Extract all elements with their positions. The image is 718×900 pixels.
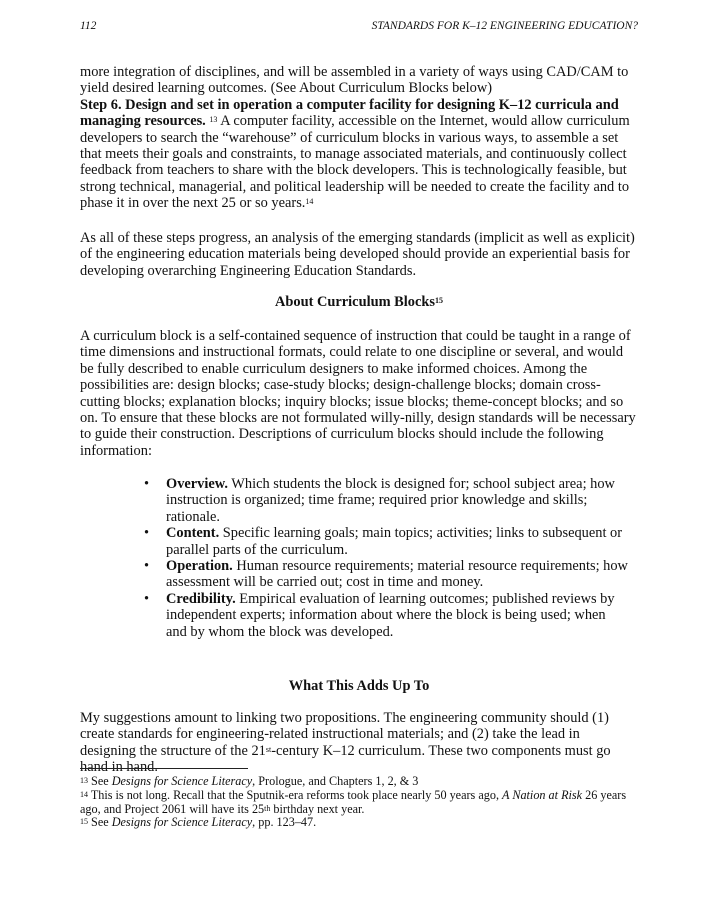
bullet-icon: •: [144, 525, 150, 542]
running-header: [80, 20, 638, 32]
about-blocks-heading: About Curriculum Blocks$^{15}$: [275, 294, 443, 310]
list-item-text: Empirical evaluation of learning outcomes; published reviews by independent experts; information about where the block is being used; when and by whom the block was developed.: [166, 590, 615, 640]
running-title: STANDARDS FOR K–12 ENGINEERING EDUCATION?: [371, 20, 638, 32]
progress-section: [80, 230, 638, 279]
adds-up-paragraph: My suggestions amount to linking two propositions. The engineering community should (1) create standards for engineering-related instructional materials; and (2) take the lead in designing the structure of the 21st-century K–12 curriculum. These two components must go hand in hand.: [80, 710, 611, 776]
list-item-term: Operation.: [166, 558, 233, 575]
footnote-number: 14: [80, 789, 88, 799]
intro-section: [80, 64, 638, 212]
step6-paragraph: [80, 97, 638, 212]
list-item-text: Which students the block is designed for; school subject area; how instruction is organized; time frame; required prior knowledge and skills; rationale.: [166, 476, 615, 525]
footnote-number: 13: [80, 776, 88, 785]
footnote-number: 15: [80, 817, 88, 827]
list-item: [144, 476, 628, 525]
footnote-ref-13[interactable]: 13: [209, 115, 218, 125]
step6-text: A computer facility, accessible on the Internet, would allow curriculum developers to search the “warehouse” of curriculum blocks in various ways, to assemble a set that meets their goals and constraints, to manage associated materials, and continuously collect feedback from teachers to share with the block developers. This is technologically feasible, but strong technical, managerial, and political leadership will be needed to create the facility and to phase it in over the next 25 or so years.: [80, 113, 630, 212]
continued-paragraph: more integration of disciplines, and will be assembled in a variety of ways using CAD/CAM to yield desired learning outcomes. (See About Curriculum Blocks below): [80, 64, 629, 97]
list-item-term: Content.: [166, 525, 220, 542]
footnote-title: Designs for Science Literacy: [111, 815, 253, 830]
list-item: [144, 590, 628, 640]
list-item: [144, 558, 628, 591]
page-number: 112: [80, 20, 97, 32]
footnote-title: Designs for Science Literacy: [111, 774, 253, 788]
footnote-title: A Nation at Risk: [502, 787, 583, 802]
footnote-13: $^{13}$ See Designs for Science Literacy, Prologue, and Chapters 1, 2, & 3: [80, 774, 419, 788]
bullet-icon: •: [144, 558, 150, 575]
footnotes: [80, 775, 638, 830]
list-item-term: Overview.: [166, 476, 228, 492]
adds-up-heading: What This Adds Up To: [288, 678, 430, 694]
footnote-15: $^{15}$ See Designs for Science Literacy, pp. 123–47.: [80, 815, 317, 830]
footnote-ref-14[interactable]: 14: [305, 197, 314, 207]
footnote-divider: [80, 768, 248, 769]
step6-heading: Step 6. Design and set in operation a computer facility for designing K–12 curricula and managing resources.: [80, 96, 619, 130]
list-item: [144, 525, 628, 558]
footnote-ref-15[interactable]: 15: [434, 296, 443, 305]
about-blocks-paragraph: A curriculum block is a self-contained sequence of instruction that could be taught in a range of time dimensions and instructional formats, could relate to one discipline or several, and would be fully described to enable curriculum designers to make informed choices. Among the possibilities are: design blocks; case-study blocks; design-challenge blocks; domain cross-cutting blocks; explanation blocks; inquiry blocks; issue blocks; theme-concept blocks; and so on. To ensure that these blocks are not formulated willy-nilly, design standards will be necessary to guide their construction. Descriptions of curriculum blocks should include the following information:: [80, 328, 636, 459]
list-item-text: Specific learning goals; main topics; activities; links to subsequent or parallel parts of the curriculum.: [166, 525, 623, 558]
footnote-14: $^{14}$ This is not long. Recall that the Sputnik-era reforms took place nearly 50 years ago, A Nation at Risk 26 years ago, and Project 2061 will have its 25th birthday next year.: [80, 787, 627, 816]
bullet-icon: •: [144, 476, 150, 492]
bullet-icon: •: [144, 590, 150, 607]
list-item-term: Credibility.: [166, 590, 236, 607]
progress-paragraph: As all of these steps progress, an analysis of the emerging standards (implicit as well as explicit) of the engineering education materials being developed should provide an experiential basis for developing overarching Engineering Education Standards.: [80, 230, 635, 279]
list-item-text: Human resource requirements; material resource requirements; how assessment will be carried out; cost in time and money.: [166, 558, 628, 591]
block-info-list: [144, 476, 628, 640]
